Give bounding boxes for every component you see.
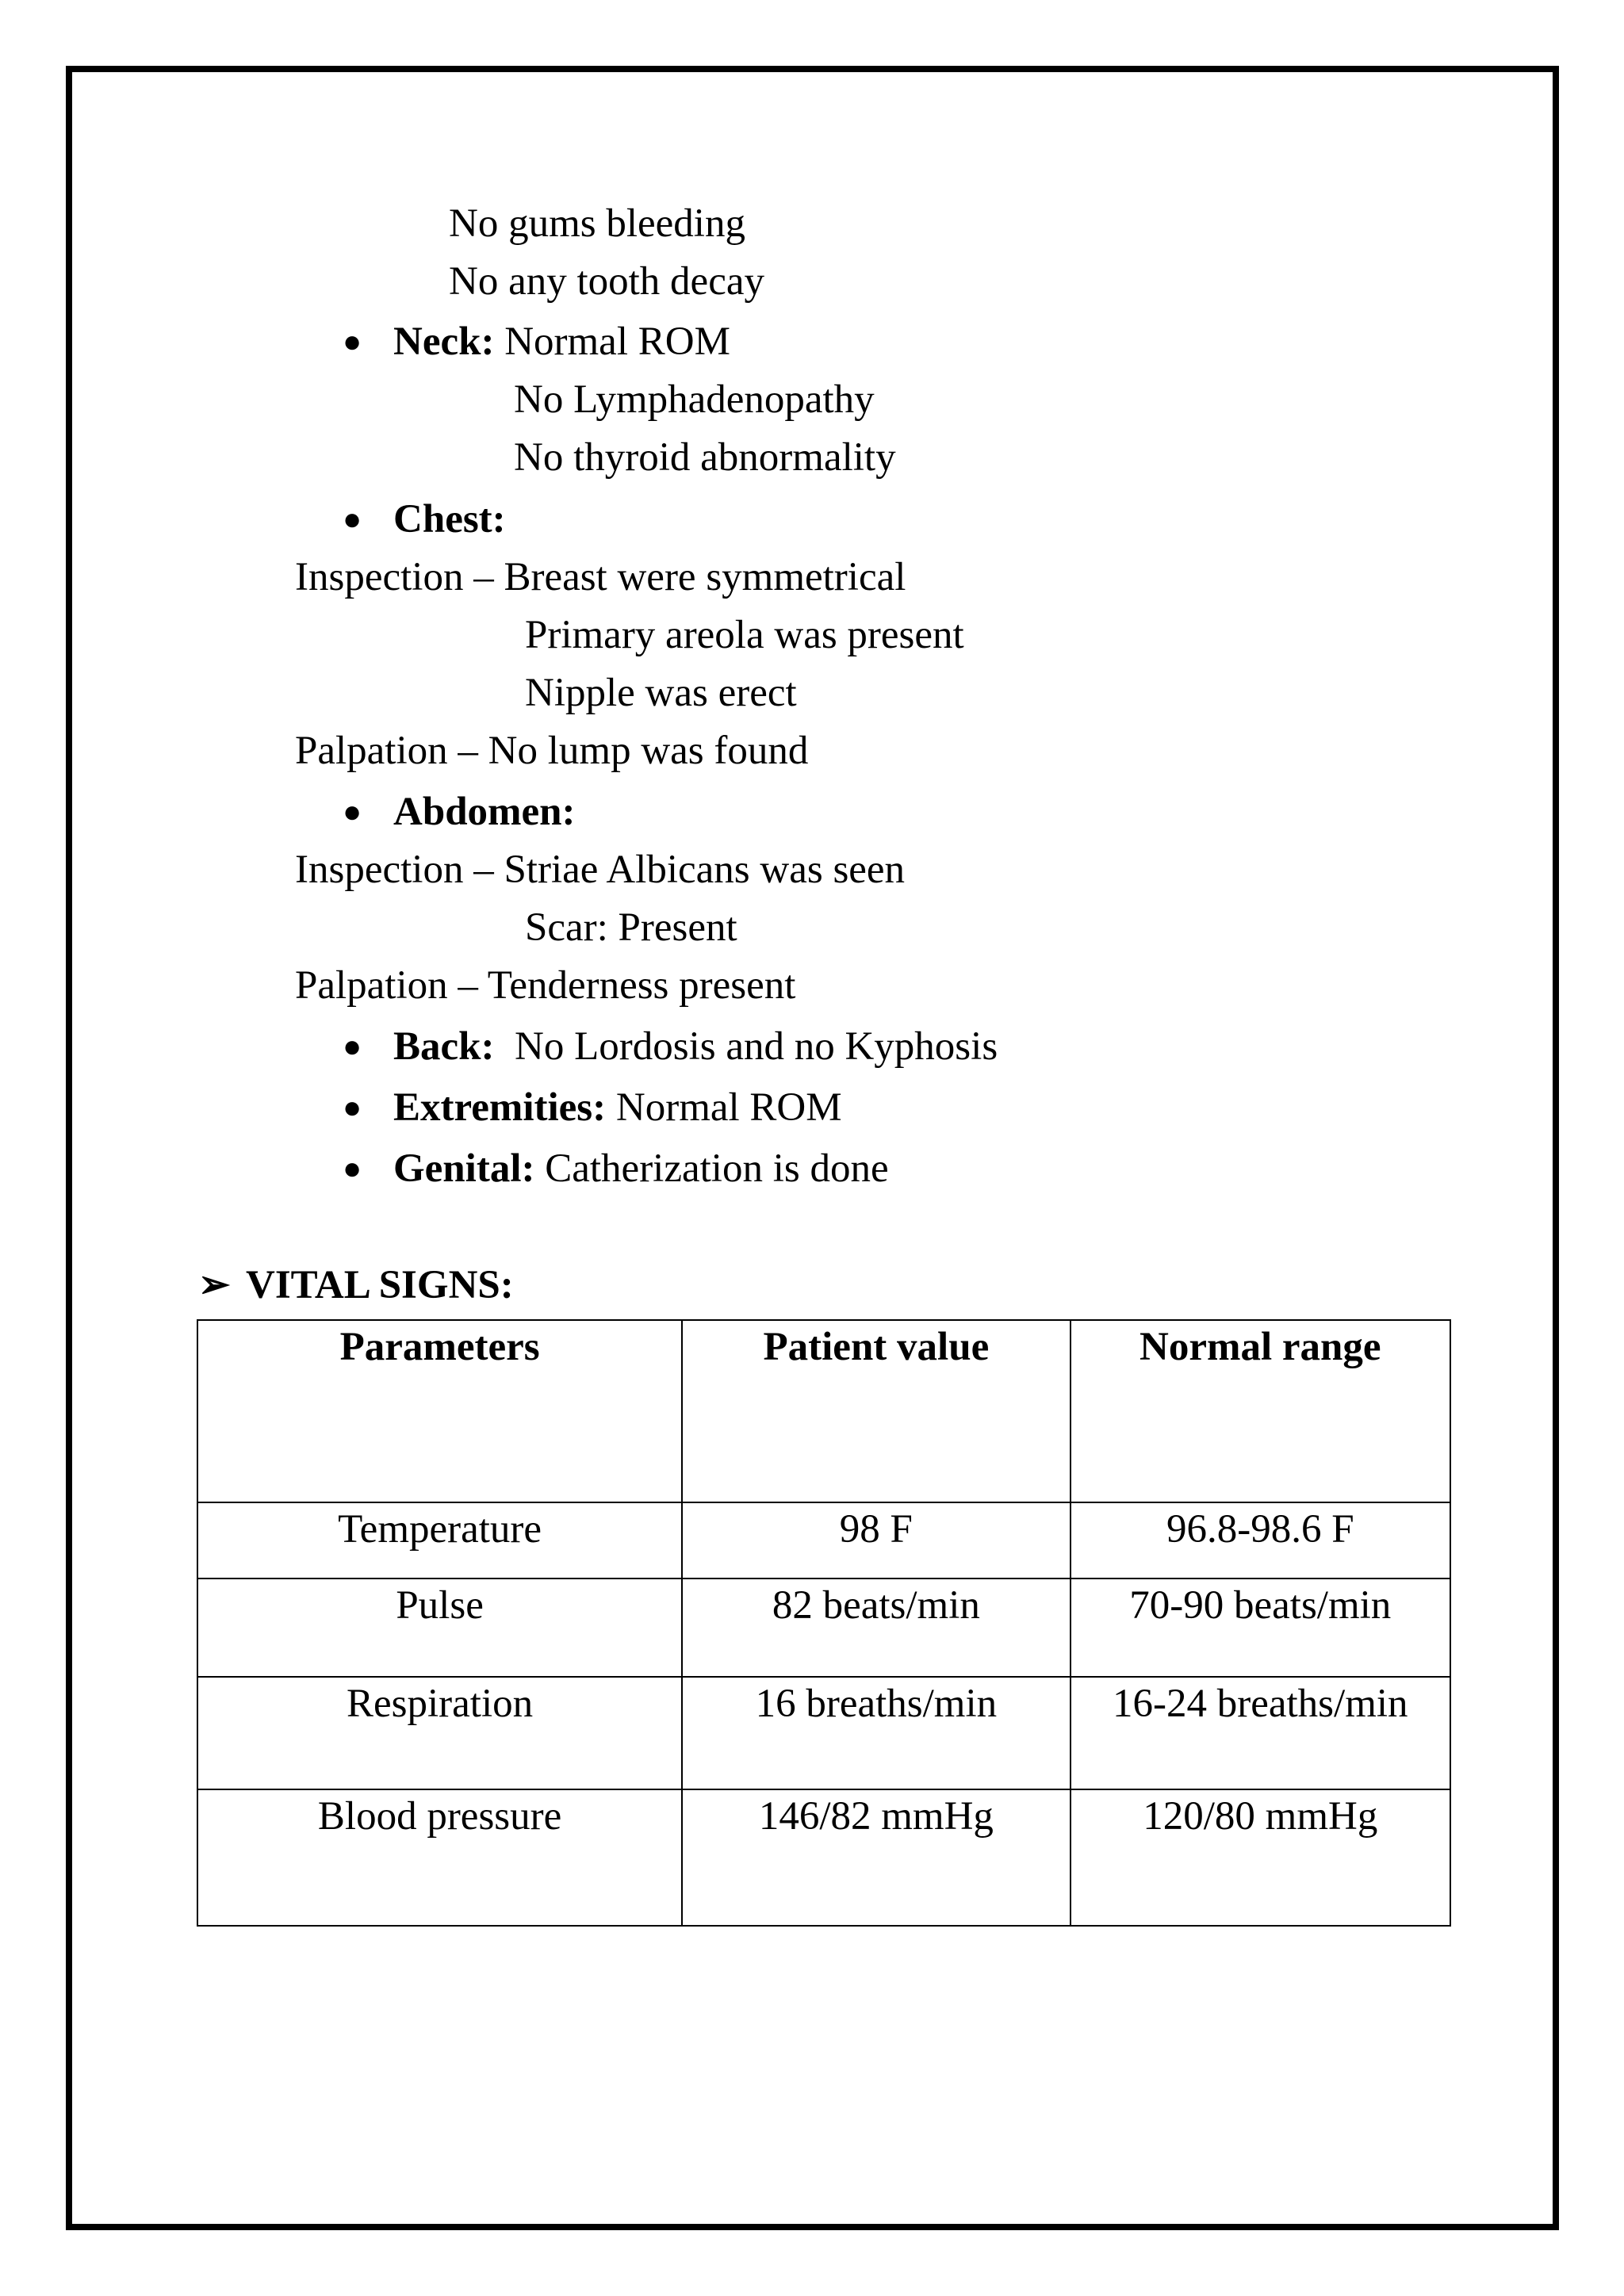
abdomen-inspection-1: Inspection – Striae Albicans was seen xyxy=(295,848,906,892)
neck-line-3: No thyroid abnormality xyxy=(514,435,896,480)
bullet-icon: ● xyxy=(343,1089,362,1125)
back-text: No Lordosis and no Kyphosis xyxy=(494,1024,998,1069)
table-cell: 96.8-98.6 F xyxy=(1071,1502,1450,1578)
neck-line xyxy=(393,318,730,365)
bullet-icon: ● xyxy=(343,1028,362,1064)
table-cell: 120/80 mmHg xyxy=(1071,1789,1450,1926)
table-cell: 16-24 breaths/min xyxy=(1071,1677,1450,1789)
header-patient-value: Patient value xyxy=(682,1320,1070,1502)
table-cell: 16 breaths/min xyxy=(682,1677,1070,1789)
extremities-line xyxy=(393,1084,842,1131)
neck-label: Neck: xyxy=(393,320,495,364)
bullet-icon: ● xyxy=(343,501,362,537)
arrow-bullet-icon: ➢ xyxy=(198,1264,231,1306)
table-row xyxy=(197,1578,1450,1677)
table-row xyxy=(197,1789,1450,1926)
bullet-icon: ● xyxy=(343,794,362,829)
genital-line xyxy=(393,1145,889,1192)
table-cell: 146/82 mmHg xyxy=(682,1789,1070,1926)
vital-signs-heading: VITAL SIGNS: xyxy=(246,1263,514,1307)
chest-palpation: Palpation – No lump was found xyxy=(295,729,809,773)
header-normal-range: Normal range xyxy=(1071,1320,1450,1502)
neck-line-2: No Lymphadenopathy xyxy=(514,377,875,422)
extremities-text: Normal ROM xyxy=(606,1085,842,1130)
extremities-label: Extremities: xyxy=(393,1085,607,1130)
chest-inspection-2: Primary areola was present xyxy=(525,613,964,657)
table-cell: Blood pressure xyxy=(197,1789,682,1926)
genital-text: Catherization is done xyxy=(534,1146,889,1191)
back-label: Back: xyxy=(393,1024,495,1069)
table-row xyxy=(197,1677,1450,1789)
neck-text: Normal ROM xyxy=(494,320,730,364)
table-cell: 70-90 beats/min xyxy=(1071,1578,1450,1677)
abdomen-palpation: Palpation – Tenderness present xyxy=(295,963,796,1008)
bullet-icon: ● xyxy=(343,323,362,359)
chest-inspection-1: Inspection – Breast were symmetrical xyxy=(295,555,906,599)
genital-label: Genital: xyxy=(393,1146,535,1191)
table-row xyxy=(197,1502,1450,1578)
abdomen-inspection-2: Scar: Present xyxy=(525,905,737,950)
header-parameters: Parameters xyxy=(197,1320,682,1502)
table-header-row xyxy=(197,1320,1450,1502)
table-cell: 82 beats/min xyxy=(682,1578,1070,1677)
mouth-line-2: No any tooth decay xyxy=(449,259,764,304)
table-cell: 98 F xyxy=(682,1502,1070,1578)
table-cell: Respiration xyxy=(197,1677,682,1789)
table-cell: Temperature xyxy=(197,1502,682,1578)
vital-signs-table xyxy=(197,1319,1451,1927)
abdomen-label: Abdomen: xyxy=(393,790,576,834)
bullet-icon: ● xyxy=(343,1150,362,1186)
mouth-line-1: No gums bleeding xyxy=(449,201,745,246)
back-line xyxy=(393,1023,998,1070)
chest-label: Chest: xyxy=(393,497,506,541)
chest-inspection-3: Nipple was erect xyxy=(525,671,797,715)
table-cell: Pulse xyxy=(197,1578,682,1677)
